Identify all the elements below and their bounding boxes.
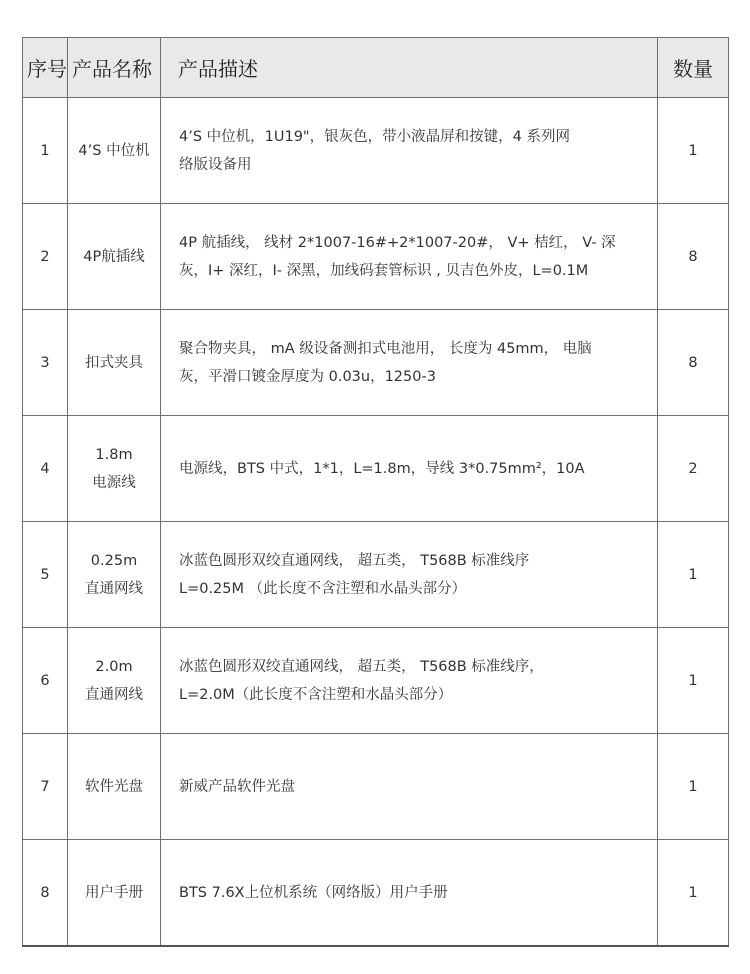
row-name (68, 628, 161, 734)
description-line: 电源线，BTS 中式，1*1，L=1.8m，导线 3*0.75mm²，10A (179, 460, 585, 477)
header-index: 序号 (23, 38, 68, 98)
description-line: BTS 7.6X上位机系统（网络版）用户手册 (179, 884, 448, 901)
row-description (161, 840, 658, 947)
row-quantity: 1 (658, 734, 729, 840)
table-row (23, 98, 729, 204)
row-index: 5 (23, 522, 68, 628)
row-description (161, 416, 658, 522)
name-line: 直通网线 (85, 686, 143, 703)
description-line: L=2.0M（此长度不含注塑和水晶头部分） (179, 686, 453, 703)
description-line: 4’S 中位机，1U19"，银灰色，带小液晶屏和按键，4 系列网 (179, 128, 570, 145)
row-quantity: 1 (658, 98, 729, 204)
row-index: 2 (23, 204, 68, 310)
description-line: 聚合物夹具， mA 级设备测扣式电池用， 长度为 45mm， 电脑 (179, 340, 592, 357)
product-table (22, 37, 729, 947)
row-quantity: 8 (658, 204, 729, 310)
row-index: 8 (23, 840, 68, 947)
header-quantity: 数量 (658, 38, 729, 98)
description-line: 络版设备用 (179, 156, 252, 173)
product-list-sheet (22, 37, 728, 945)
table-row (23, 416, 729, 522)
table-row (23, 522, 729, 628)
row-name: 扣式夹具 (68, 310, 161, 416)
table-row (23, 734, 729, 840)
row-quantity: 8 (658, 310, 729, 416)
name-line: 1.8m (95, 446, 133, 463)
row-index: 7 (23, 734, 68, 840)
row-description (161, 734, 658, 840)
description-line: 冰蓝色圆形双绞直通网线， 超五类， T568B 标准线序， (179, 658, 544, 675)
row-description (161, 204, 658, 310)
row-description (161, 628, 658, 734)
table-row (23, 310, 729, 416)
row-description (161, 98, 658, 204)
row-name: 4P航插线 (68, 204, 161, 310)
row-name: 用户手册 (68, 840, 161, 947)
name-line: 0.25m (90, 552, 138, 569)
row-description (161, 522, 658, 628)
row-name (68, 522, 161, 628)
row-quantity: 2 (658, 416, 729, 522)
table-header-row (23, 38, 729, 98)
header-name: 产品名称 (68, 38, 161, 98)
description-line: 灰，I+ 深红，I- 深黑，加线码套管标识 , 贝吉色外皮，L=0.1M (179, 262, 589, 279)
name-line: 2.0m (95, 658, 133, 675)
description-line: 4P 航插线， 线材 2*1007-16#+2*1007-20#， V+ 桔红， V- 深 (179, 234, 616, 251)
row-quantity: 1 (658, 628, 729, 734)
table-row (23, 840, 729, 947)
row-quantity: 1 (658, 522, 729, 628)
table-row (23, 628, 729, 734)
row-name: 4’S 中位机 (68, 98, 161, 204)
name-line: 电源线 (92, 474, 136, 491)
description-line: L=0.25M （此长度不含注塑和水晶头部分） (179, 580, 467, 597)
header-description: 产品描述 (161, 38, 658, 98)
table-row (23, 204, 729, 310)
description-line: 灰，平滑口镀金厚度为 0.03u，1250-3 (179, 368, 436, 385)
row-name: 软件光盘 (68, 734, 161, 840)
row-name (68, 416, 161, 522)
row-index: 1 (23, 98, 68, 204)
row-index: 4 (23, 416, 68, 522)
description-line: 新威产品软件光盘 (179, 778, 295, 795)
description-line: 冰蓝色圆形双绞直通网线， 超五类， T568B 标准线序 (179, 552, 530, 569)
row-description (161, 310, 658, 416)
row-index: 3 (23, 310, 68, 416)
row-quantity: 1 (658, 840, 729, 947)
row-index: 6 (23, 628, 68, 734)
name-line: 直通网线 (85, 580, 143, 597)
